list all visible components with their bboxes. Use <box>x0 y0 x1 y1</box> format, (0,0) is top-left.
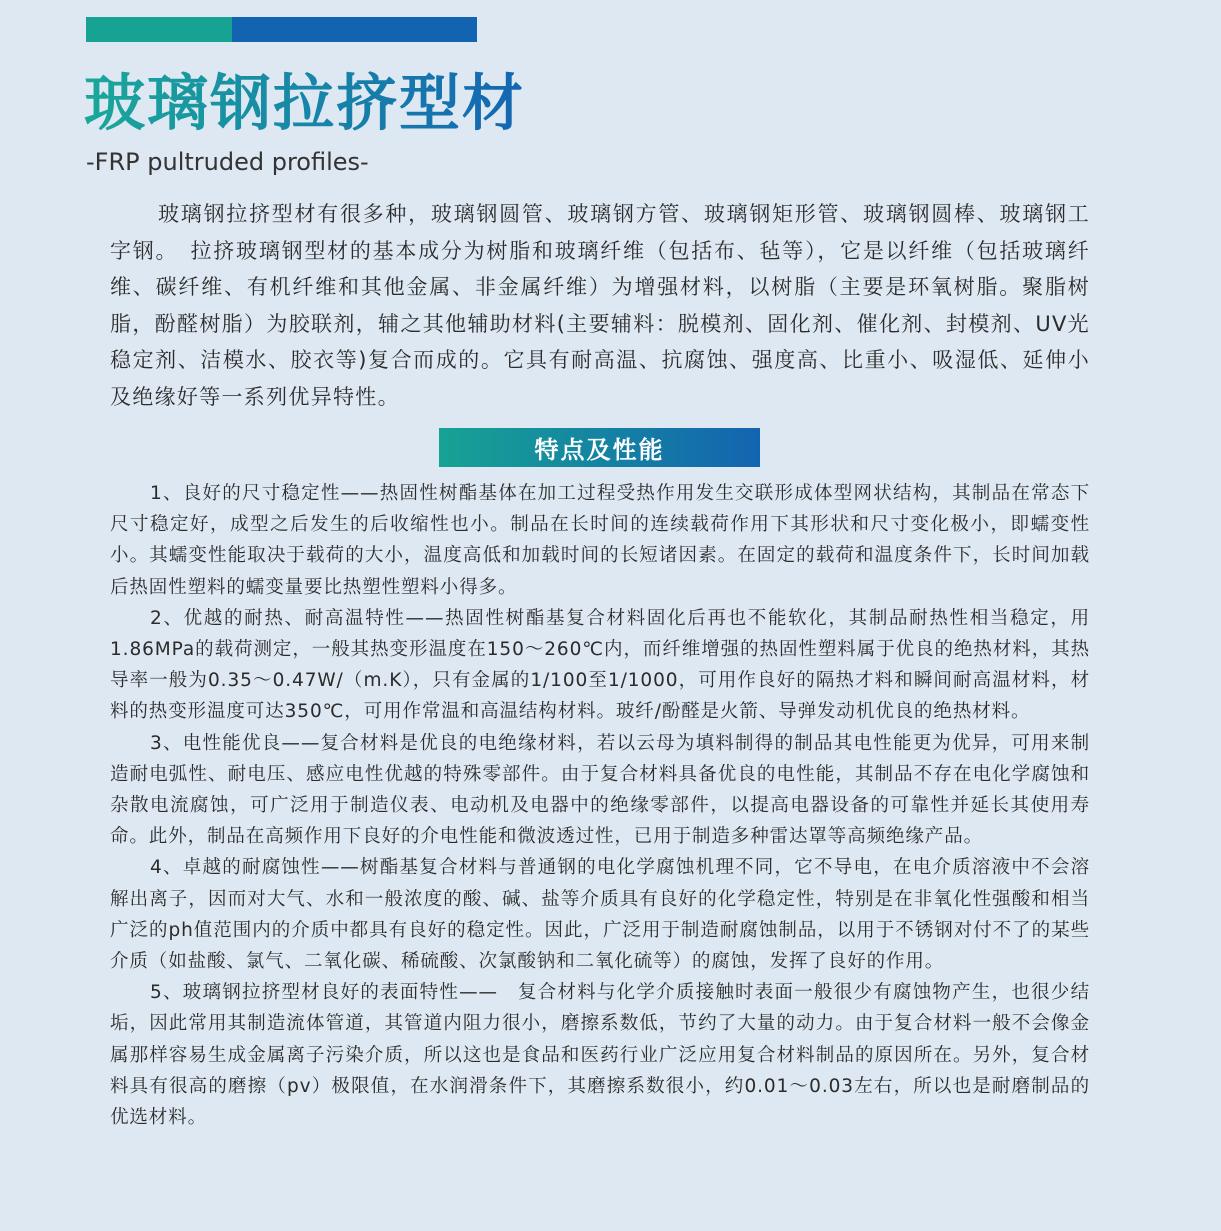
feature-item-4: 4、卓越的耐腐蚀性——树酯基复合材料与普通钢的电化学腐蚀机理不同，它不导电，在电介质溶液中不会溶解出离子，因而对大气、水和一般浓度的酸、碱、盐等介质具有良好的化学稳定性，特别是在非氧化性强酸和相当广泛的ph值范围内的介质中都具有良好的稳定性。因此，广泛用于制造耐腐蚀制品，以用于不锈钢对付不了的某些介质（如盐酸、氯气、二氧化碳、稀硫酸、次氯酸钠和二氧化硫等）的腐蚀，发挥了良好的作用。 <box>110 857 1090 973</box>
feature-item-5: 5、玻璃钢拉挤型材良好的表面特性—— 复合材料与化学介质接触时表面一般很少有腐蚀物产生，也很少结垢，因此常用其制造流体管道，其管道内阻力很小，磨擦系数低，节约了大量的动力。由于复合材料一般不会像金属那样容易生成金属离子污染介质，所以这也是食品和医药行业广泛应用复合材料制品的原因所在。另外，复合材料具有很高的磨擦（pv）极限值，在水润滑条件下，其磨擦系数很小，约0.01～0.03左右，所以也是耐磨制品的优选材料。 <box>110 982 1090 1129</box>
feature-item-2: 2、优越的耐热、耐高温特性——热固性树酯基复合材料固化后再也不能软化，其制品耐热性相当稳定，用1.86MPa的载荷测定，一般其热变形温度在150～260℃内，而纤维增强的热固性塑料属于优良的绝热材料，其热导率一般为0.35～0.47W/（m.K），只有金属的1/100至1/1000，可用作良好的隔热才料和瞬间耐高温材料，材料的热变形温度可达350℃，可用作常温和高温结构材料。玻纤/酚醛是火箭、导弹发动机优良的绝热材料。 <box>110 607 1090 723</box>
header-color-bar <box>86 17 477 42</box>
intro-paragraph: 玻璃钢拉挤型材有很多种，玻璃钢圆管、玻璃钢方管、玻璃钢矩形管、玻璃钢圆棒、玻璃钢工字钢。 拉挤玻璃钢型材的基本成分为树脂和玻璃纤维（包括布、毡等），它是以纤维（包括玻璃纤维、碳纤维、有机纤维和其他金属、非金属纤维）为增强材料，以树脂（主要是环氧树脂。聚脂树脂，酚醛树脂）为胶联剂，辅之其他辅助材料(主要辅料：脱模剂、固化剂、催化剂、封模剂、UV光稳定剂、洁模水、胶衣等)复合而成的。它具有耐高温、抗腐蚀、强度高、比重小、吸湿低、延伸小及绝缘好等一系列优异特性。 <box>110 202 1090 409</box>
features-list <box>110 478 1090 1133</box>
header-bar-blue-segment <box>232 17 477 42</box>
feature-item-3: 3、电性能优良——复合材料是优良的电绝缘材料，若以云母为填料制得的制品其电性能更为优异，可用来制造耐电弧性、耐电压、感应电性优越的特殊零部件。由于复合材料具备优良的电性能，其制品不存在电化学腐蚀和杂散电流腐蚀，可广泛用于制造仪表、电动机及电器中的绝缘零部件，以提高电器设备的可靠性并延长其使用寿命。此外，制品在高频作用下良好的介电性能和微波透过性，已用于制造多种雷达罩等高频绝缘产品。 <box>110 732 1090 848</box>
feature-item-1: 1、良好的尺寸稳定性——热固性树酯基体在加工过程受热作用发生交联形成体型网状结构，其制品在常态下尺寸稳定好，成型之后发生的后收缩性也小。制品在长时间的连续载荷作用下其形状和尺寸变化极小，即蠕变性小。其蠕变性能取决于载荷的大小，温度高低和加载时间的长短诸因素。在固定的载荷和温度条件下，长时间加载后热固性塑料的蠕变量要比热塑性塑料小得多。 <box>110 483 1090 598</box>
page-subtitle: -FRP pultruded profiles- <box>86 148 369 176</box>
section-title: 特点及性能 <box>534 436 665 464</box>
page-title: 玻璃钢拉挤型材 <box>84 66 525 142</box>
section-banner <box>439 428 760 467</box>
header-bar-teal-segment <box>86 17 232 42</box>
